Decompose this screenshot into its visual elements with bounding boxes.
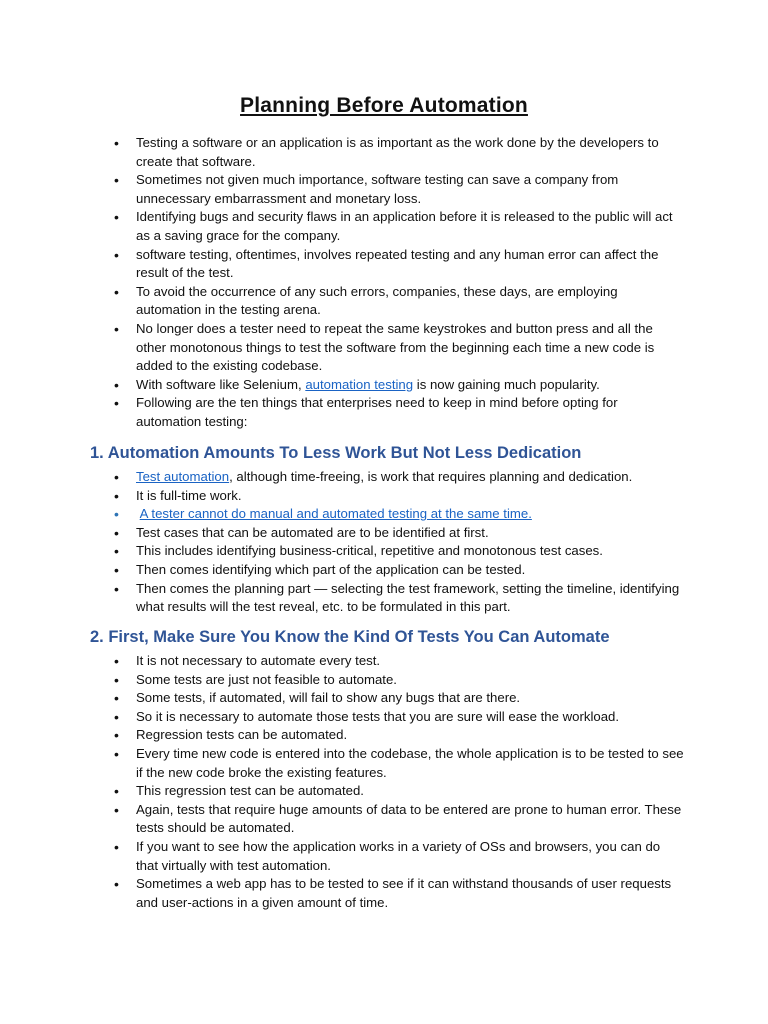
section-1-bullet-list xyxy=(136,468,684,617)
list-item: • Some tests are just not feasible to automate. xyxy=(136,671,684,690)
section-2-heading: 2. First, Make Sure You Know the Kind Of Tests You Can Automate xyxy=(90,628,610,646)
list-item: • It is full-time work. xyxy=(136,487,684,506)
manual-vs-automated-link[interactable]: A tester cannot do manual and automated testing at the same time. xyxy=(139,506,532,522)
list-item: • Then comes identifying which part of the application can be tested. xyxy=(136,561,684,580)
list-item: • software testing, oftentimes, involves repeated testing and any human error can affect the result of the test. xyxy=(136,246,684,283)
selenium-text-before: With software like Selenium, xyxy=(136,376,306,392)
list-item: • Then comes the planning part — selecting the test framework, setting the timeline, identifying what results will the test reveal, etc. to be formulated in this part. xyxy=(136,580,684,617)
test-automation-text-after: , although time-freeing, is work that requires planning and dedication. xyxy=(229,469,633,484)
list-item: • This includes identifying business-critical, repetitive and monotonous test cases. xyxy=(136,542,684,561)
list-item: • It is not necessary to automate every test. xyxy=(136,652,684,671)
list-item: • Testing a software or an application is as important as the work done by the developers to create that software. xyxy=(136,134,684,171)
intro-bullet-list xyxy=(136,134,684,432)
list-item: • Following are the ten things that enterprises need to keep in mind before opting for automation testing: xyxy=(136,394,684,431)
list-item: • If you want to see how the application works in a variety of OSs and browsers, you can do that virtually with test automation. xyxy=(136,838,684,875)
section-1-heading: 1. Automation Amounts To Less Work But Not Less Dedication xyxy=(90,444,582,462)
list-item: • Regression tests can be automated. xyxy=(136,726,684,745)
list-item xyxy=(136,376,684,395)
automation-testing-link[interactable]: automation testing xyxy=(305,376,414,392)
list-item: • This regression test can be automated. xyxy=(136,782,684,801)
list-item: • Some tests, if automated, will fail to show any bugs that are there. xyxy=(136,689,684,708)
list-item: • No longer does a tester need to repeat the same keystrokes and button press and all the other monotonous things to test the software from the beginning each time a new code is added to the existing codebase. xyxy=(136,320,684,376)
section-2-bullet-list xyxy=(136,652,684,912)
list-item xyxy=(136,468,684,487)
list-item: • Sometimes a web app has to be tested to see if it can withstand thousands of user requests and user-actions in a given amount of time. xyxy=(136,875,684,912)
list-item xyxy=(136,505,684,524)
list-item: • Test cases that can be automated are to be identified at first. xyxy=(136,524,684,543)
list-item: • To avoid the occurrence of any such errors, companies, these days, are employing automation in the testing arena. xyxy=(136,283,684,320)
list-item: • So it is necessary to automate those tests that you are sure will ease the workload. xyxy=(136,708,684,727)
test-automation-link[interactable]: Test automation xyxy=(136,469,230,484)
list-item: • Again, tests that require huge amounts of data to be entered are prone to human error. These tests should be automated. xyxy=(136,801,684,838)
document-title: Planning Before Automation xyxy=(240,94,528,117)
selenium-text-after: is now gaining much popularity. xyxy=(413,376,600,392)
list-item: • Sometimes not given much importance, software testing can save a company from unnecessary embarrassment and monetary loss. xyxy=(136,171,684,208)
list-item: • Identifying bugs and security flaws in an application before it is released to the public will act as a saving grace for the company. xyxy=(136,208,684,245)
list-item: • Every time new code is entered into the codebase, the whole application is to be tested to see if the new code broke the existing features. xyxy=(136,745,684,782)
